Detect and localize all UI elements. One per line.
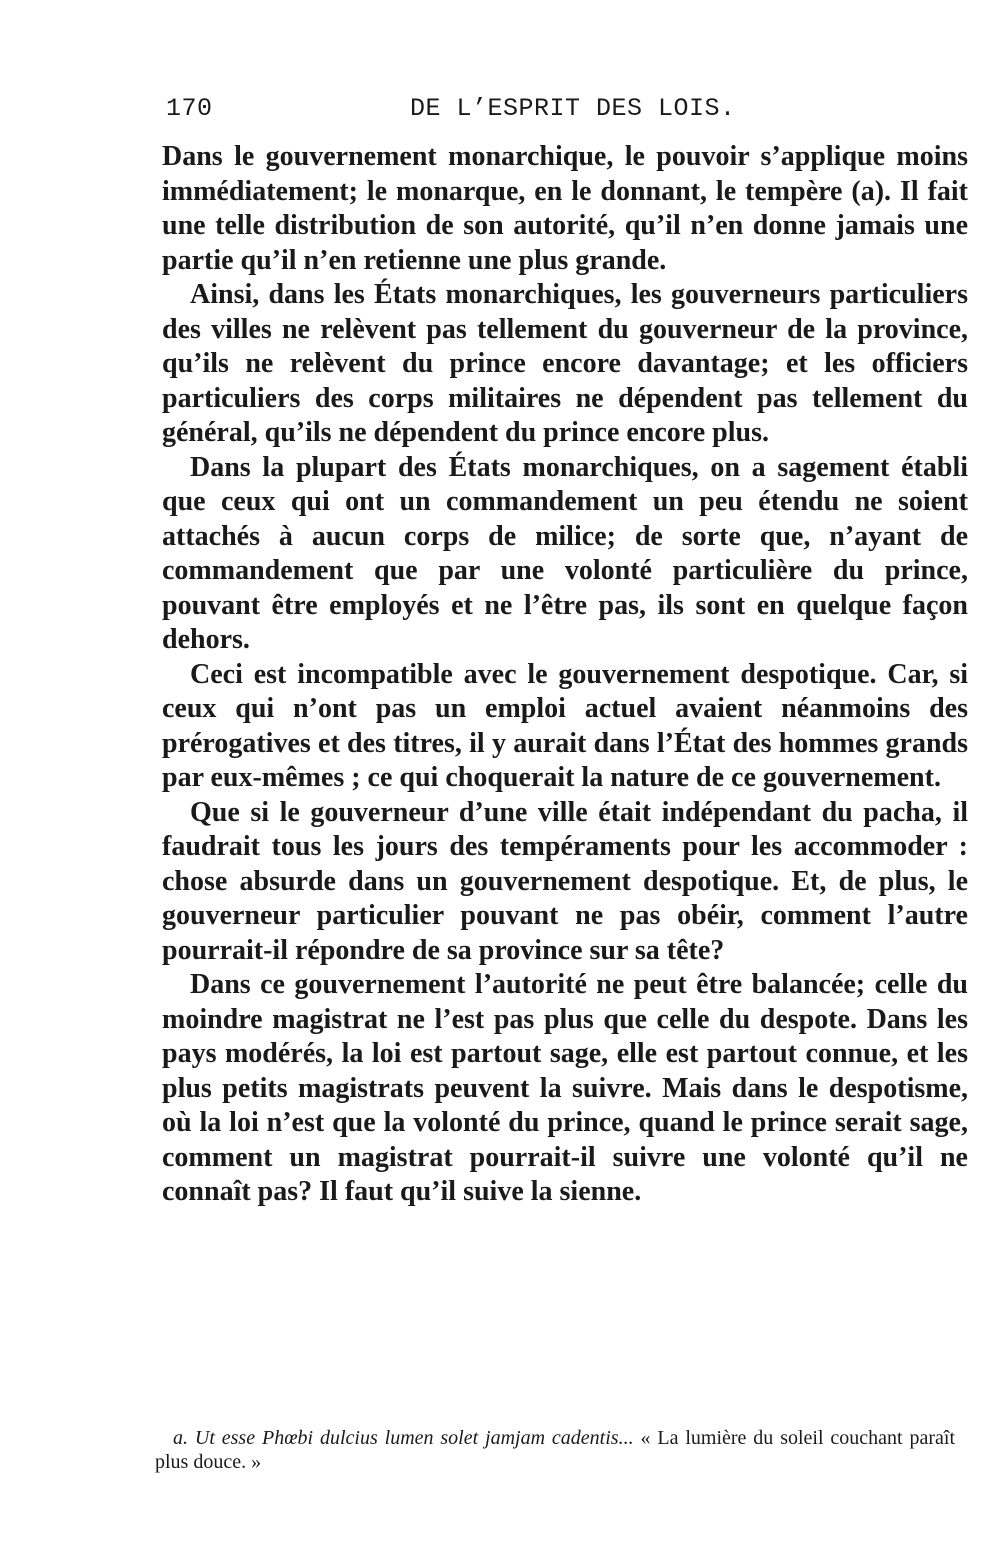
- paragraph: Ceci est incompatible avec le gouvernement despotique. Car, si ceux qui n’ont pas un emploi actuel avaient néanmoins des prérogatives et des titres, il y aurait dans l’État des hommes grands par eux-mêmes ; ce qui choquerait la nature de ce gouvernement.: [162, 658, 968, 793]
- paragraph: Dans la plupart des États monarchiques, on a sagement établi que ceux qui ont un commandement un peu étendu ne soient attachés à aucun corps de milice; de sorte que, n’ayant de commandement que par une volonté particulière du prince, pouvant être employés et ne l’être pas, ils sont en quelque façon dehors.: [162, 451, 968, 655]
- paragraph: Que si le gouverneur d’une ville était indépendant du pacha, il faudrait tous les jours des tempéraments pour les accommoder : chose absurde dans un gouvernement despotique. Et, de plus, le gouverneur particulier pouvant ne pas obéir, comment l’autre pourrait-il répondre de sa province sur sa tête?: [162, 796, 968, 966]
- running-title: DE L’ESPRIT DES LOIS.: [410, 94, 736, 123]
- page-number: 170: [166, 94, 213, 123]
- footnote-marker: a.: [173, 1427, 188, 1449]
- page-header: [160, 94, 968, 134]
- footnote: [155, 1426, 955, 1474]
- paragraph: Dans le gouvernement monarchique, le pouvoir s’applique moins immédiatement; le monarque, en le donnant, le tempère (a). Il fait une telle distribution de son autorité, qu’il n’en donne jamais une partie qu’il n’en retienne une plus grande.: [162, 141, 968, 276]
- paragraph: Dans ce gouvernement l’autorité ne peut être balancée; celle du moindre magistrat ne l’est pas plus que celle du despote. Dans les pays modérés, la loi est partout sage, elle est partout connue, et les plus petits magistrats peuvent la suivre. Mais dans le despotisme, où la loi n’est que la volonté du prince, quand le prince serait sage, comment un magistrat pourrait-il suivre une volonté qu’il ne connaît pas? Il faut qu’il suive la sienne.: [162, 969, 968, 1207]
- footnote-translation: « La lumière du soleil couchant paraît plus douce. »: [155, 1427, 956, 1473]
- footnote-latin-quote: Ut esse Phœbi dulcius lumen solet jamjam cadentis...: [194, 1427, 634, 1449]
- body-text: [162, 140, 968, 1210]
- paragraph: Ainsi, dans les États monarchiques, les gouverneurs particuliers des villes ne relèvent pas tellement du gouverneur de la province, qu’ils ne relèvent du prince encore davantage; et les officiers particuliers des corps militaires ne dépendent pas tellement du général, qu’ils ne dépendent du prince encore plus.: [162, 279, 968, 448]
